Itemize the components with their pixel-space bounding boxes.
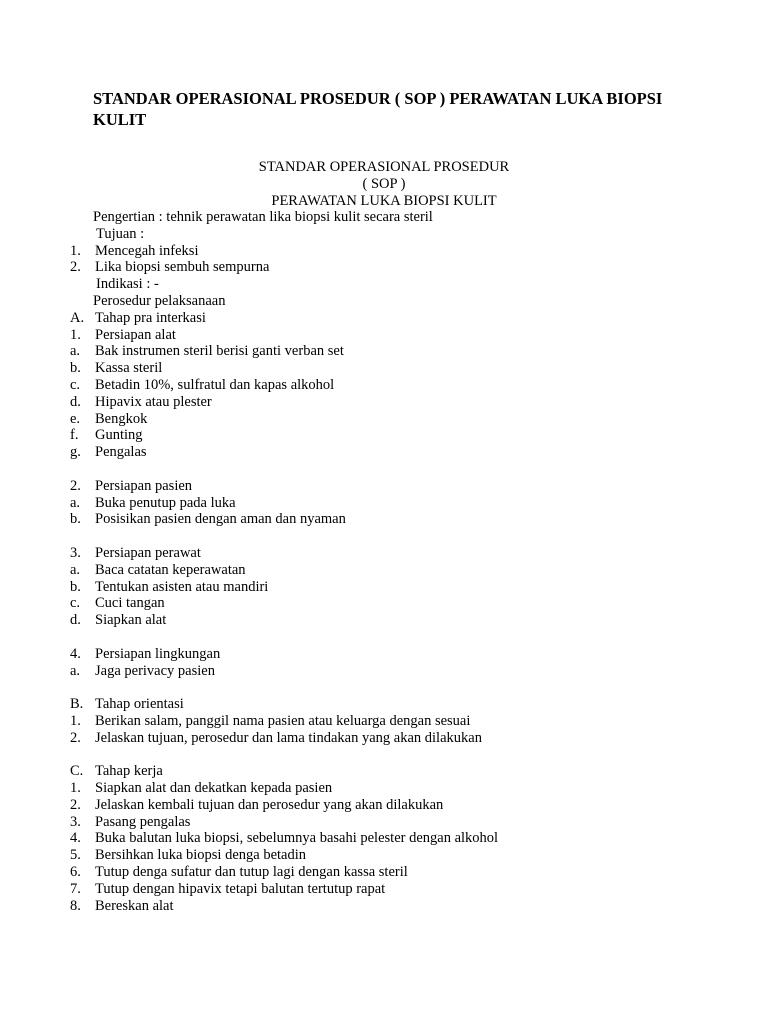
prosedur-label-line xyxy=(0,293,768,310)
list-text: Gunting xyxy=(95,427,143,444)
list-text: Persiapan pasien xyxy=(95,477,193,494)
tujuan-label: Tujuan : xyxy=(96,225,145,242)
list-item xyxy=(0,595,768,612)
list-marker: a. xyxy=(70,494,81,511)
list-marker: 2. xyxy=(70,477,81,494)
list-item xyxy=(0,780,768,797)
list-item xyxy=(0,562,768,579)
list-marker: 8. xyxy=(70,897,81,914)
indikasi-text: Indikasi : - xyxy=(96,276,159,293)
list-text: Jelaskan kembali tujuan dan perosedur yang akan dilakukan xyxy=(95,796,444,813)
list-text: Buka balutan luka biopsi, sebelumnya basahi pelester dengan alkohol xyxy=(95,830,499,847)
list-text: Baca catatan keperawatan xyxy=(95,561,246,578)
subsection-header xyxy=(0,478,768,495)
section-marker: A. xyxy=(70,309,85,326)
list-text: Siapkan alat dan dekatkan kepada pasien xyxy=(95,780,333,797)
section-header xyxy=(0,696,768,713)
list-text: Tentukan asisten atau mandiri xyxy=(95,578,269,595)
list-item xyxy=(0,511,768,528)
list-item xyxy=(0,495,768,512)
list-text: Buka penutup pada luka xyxy=(95,494,236,511)
list-item xyxy=(0,411,768,428)
subsection-header xyxy=(0,545,768,562)
sop-center-title xyxy=(0,159,768,209)
list-marker: a. xyxy=(70,561,81,578)
list-marker: 2. xyxy=(70,796,81,813)
blank-line xyxy=(0,747,768,764)
list-text: Mencegah infeksi xyxy=(95,242,199,259)
subsection-header xyxy=(0,646,768,663)
section-header xyxy=(0,763,768,780)
center-title-line: PERAWATAN LUKA BIOPSI KULIT xyxy=(271,192,497,209)
list-item xyxy=(0,612,768,629)
center-title-line: STANDAR OPERASIONAL PROSEDUR xyxy=(258,159,510,175)
list-marker: b. xyxy=(70,511,81,528)
list-item xyxy=(0,881,768,898)
blank-line xyxy=(0,629,768,646)
list-marker: 4. xyxy=(70,645,81,662)
sop-body xyxy=(0,209,768,914)
list-text: Jaga perivacy pasien xyxy=(95,662,215,679)
list-text: Bak instrumen steril berisi ganti verban set xyxy=(95,343,344,360)
list-text: Betadin 10%, sulfratul dan kapas alkohol xyxy=(95,376,335,393)
list-marker: 1. xyxy=(70,780,81,797)
list-text: Cuci tangan xyxy=(95,595,165,612)
subsection-header xyxy=(0,327,768,344)
section-marker: B. xyxy=(70,696,84,713)
list-item xyxy=(0,663,768,680)
list-item xyxy=(0,847,768,864)
section-marker: C. xyxy=(70,763,84,780)
list-item xyxy=(0,243,768,260)
list-item xyxy=(0,343,768,360)
prosedur-label: Perosedur pelaksanaan xyxy=(93,292,226,309)
list-marker: c. xyxy=(70,595,81,612)
section-title: Tahap orientasi xyxy=(95,696,184,713)
list-text: Persiapan alat xyxy=(95,326,176,343)
list-marker: c. xyxy=(70,376,81,393)
list-marker: 3. xyxy=(70,813,81,830)
list-item xyxy=(0,259,768,276)
pengertian-text: Pengertian : tehnik perawatan lika biopsi kulit secara steril xyxy=(93,209,433,225)
section-header xyxy=(0,310,768,327)
list-text: Bengkok xyxy=(95,410,148,427)
list-marker: a. xyxy=(70,662,81,679)
list-text: Persiapan perawat xyxy=(95,544,201,561)
indikasi-line xyxy=(0,276,768,293)
list-text: Tutup dengan hipavix tetapi balutan tertutup rapat xyxy=(95,880,386,897)
list-text: Hipavix atau plester xyxy=(95,393,212,410)
section-title: Tahap pra interkasi xyxy=(95,309,206,326)
list-item xyxy=(0,377,768,394)
list-text: Pasang pengalas xyxy=(95,813,191,830)
center-title-line: ( SOP ) xyxy=(362,175,406,192)
list-marker: 7. xyxy=(70,880,81,897)
list-item xyxy=(0,394,768,411)
list-item xyxy=(0,444,768,461)
list-item xyxy=(0,730,768,747)
list-text: Bereskan alat xyxy=(95,897,174,914)
list-text: Tutup denga sufatur dan tutup lagi dengan kassa steril xyxy=(95,864,408,881)
list-text: Persiapan lingkungan xyxy=(95,645,221,662)
list-item xyxy=(0,579,768,596)
list-marker: f. xyxy=(70,427,79,444)
pengertian-line xyxy=(0,209,768,226)
list-text: Jelaskan tujuan, perosedur dan lama tindakan yang akan dilakukan xyxy=(95,729,482,746)
list-item xyxy=(0,898,768,915)
list-marker: 5. xyxy=(70,847,81,864)
list-item xyxy=(0,814,768,831)
list-marker: 3. xyxy=(70,544,81,561)
list-item xyxy=(0,427,768,444)
list-marker: 1. xyxy=(70,712,81,729)
blank-line xyxy=(0,528,768,545)
list-marker: a. xyxy=(70,343,81,360)
document-title: STANDAR OPERASIONAL PROSEDUR ( SOP ) PERAWATAN LUKA BIOPSI KULIT xyxy=(93,89,663,129)
list-marker: d. xyxy=(70,393,81,410)
list-marker: g. xyxy=(70,444,81,461)
list-marker: d. xyxy=(70,612,81,629)
list-item xyxy=(0,713,768,730)
list-text: Kassa steril xyxy=(95,360,163,377)
list-marker: 6. xyxy=(70,864,81,881)
list-marker: b. xyxy=(70,360,81,377)
list-item xyxy=(0,797,768,814)
list-marker: 1. xyxy=(70,326,81,343)
blank-line xyxy=(0,679,768,696)
blank-line xyxy=(0,461,768,478)
list-item xyxy=(0,830,768,847)
list-text: Lika biopsi sembuh sempurna xyxy=(95,259,270,276)
list-text: Posisikan pasien dengan aman dan nyaman xyxy=(95,511,346,528)
list-item xyxy=(0,360,768,377)
list-text: Pengalas xyxy=(95,444,147,461)
list-marker: 2. xyxy=(70,259,81,276)
list-marker: 4. xyxy=(70,830,81,847)
list-marker: e. xyxy=(70,410,81,427)
tujuan-label-line xyxy=(0,226,768,243)
list-marker: 2. xyxy=(70,729,81,746)
list-text: Bersihkan luka biopsi denga betadin xyxy=(95,847,307,864)
list-marker: b. xyxy=(70,578,81,595)
list-text: Berikan salam, panggil nama pasien atau keluarga dengan sesuai xyxy=(95,712,471,729)
list-item xyxy=(0,864,768,881)
list-marker: 1. xyxy=(70,242,81,259)
section-title: Tahap kerja xyxy=(95,763,163,780)
list-text: Siapkan alat xyxy=(95,612,167,629)
